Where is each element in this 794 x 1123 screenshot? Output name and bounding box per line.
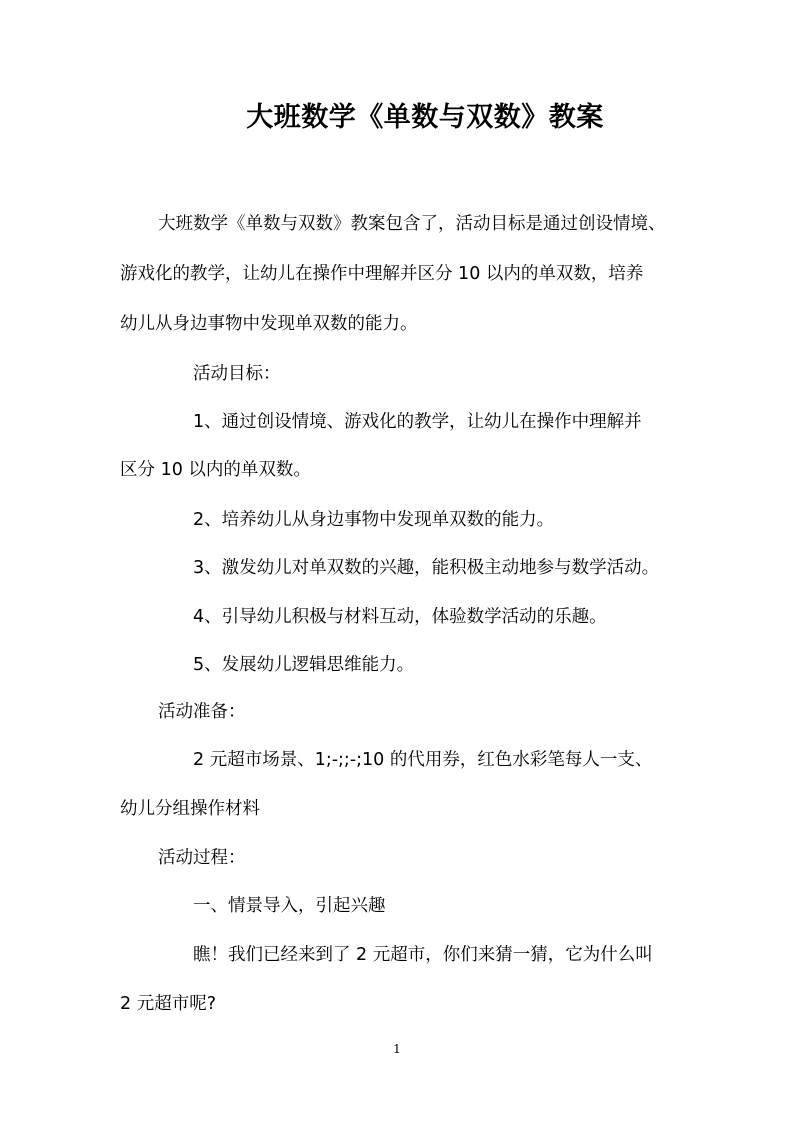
body-line: 大班数学《单数与双数》教案包含了，活动目标是通过创设情境、 [158, 214, 666, 234]
body-line: 2 元超市场景、1;-;;-;10 的代用券，红色水彩笔每人一支、 [193, 750, 653, 770]
list-item: 5、发展幼儿逻辑思维能力。 [193, 655, 415, 675]
body-line: 区分 10 以内的单双数。 [120, 460, 311, 480]
section-heading: 活动准备： [158, 702, 246, 722]
section-heading: 活动目标： [193, 364, 281, 384]
list-item: 1、通过创设情境、游戏化的教学，让幼儿在操作中理解并 [193, 412, 642, 432]
body-line: 游戏化的教学，让幼儿在操作中理解并区分 10 以内的单双数，培养 [120, 264, 644, 284]
list-item: 2、培养幼儿从身边事物中发现单双数的能力。 [193, 510, 555, 530]
section-heading: 活动过程： [158, 848, 246, 868]
body-line: 2 元超市呢? [120, 994, 216, 1014]
subsection-heading: 一、情景导入，引起兴趣 [193, 896, 386, 916]
document-title: 大班数学《单数与双数》教案 [246, 102, 604, 133]
page-number: 1 [393, 1042, 401, 1056]
body-line: 幼儿从身边事物中发现单双数的能力。 [120, 314, 418, 334]
list-item: 3、激发幼儿对单双数的兴趣，能积极主动地参与数学活动。 [193, 558, 660, 578]
body-line: 瞧！我们已经来到了 2 元超市，你们来猜一猜，它为什么叫 [193, 945, 653, 965]
list-item: 4、引导幼儿积极与材料互动，体验数学活动的乐趣。 [193, 607, 607, 627]
body-line: 幼儿分组操作材料 [120, 799, 260, 819]
